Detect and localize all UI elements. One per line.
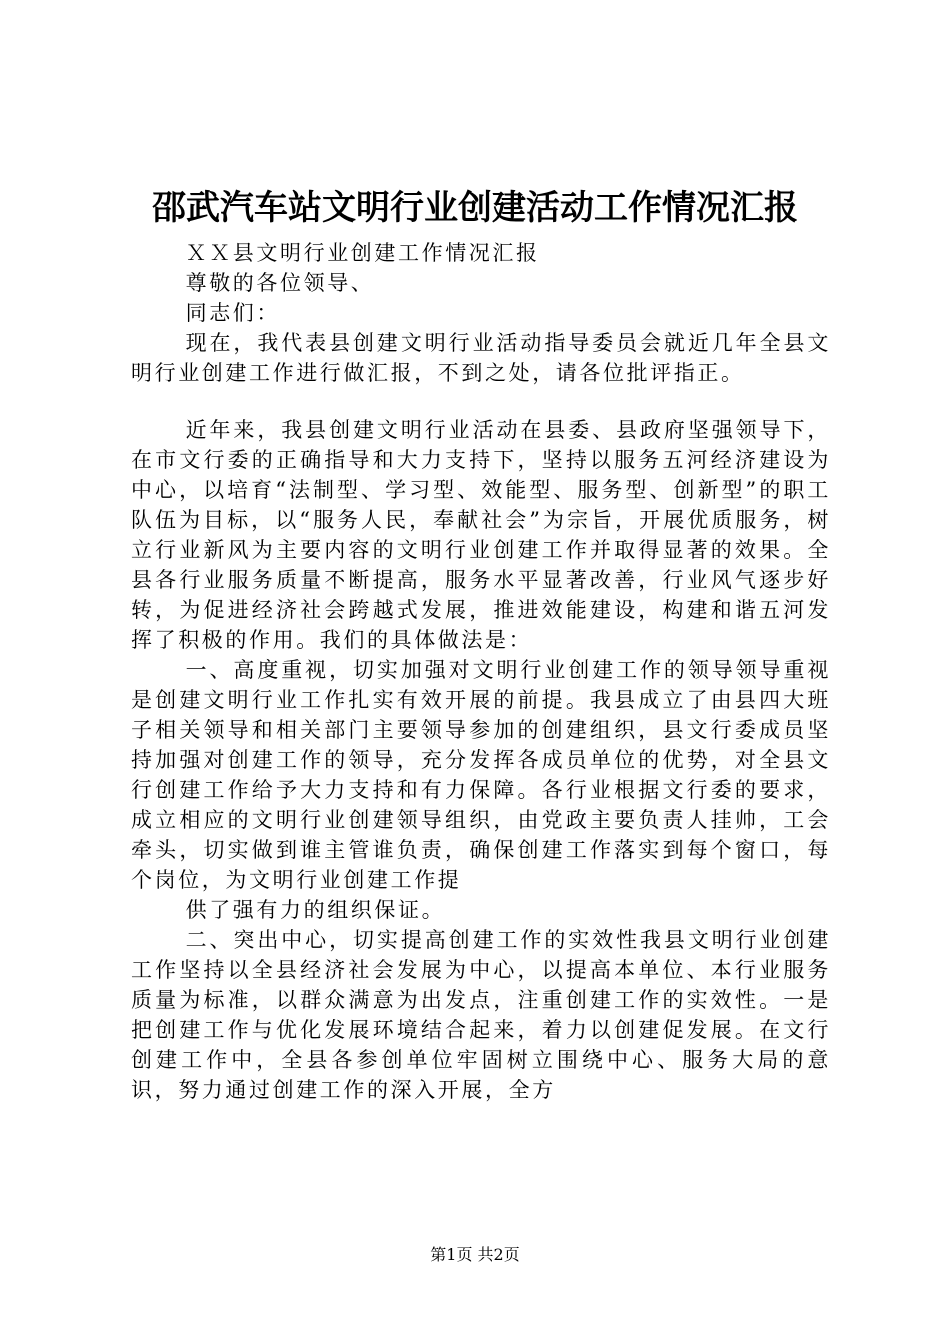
- paragraph-section-1-cont: 供了强有力的组织保证。: [185, 898, 446, 922]
- paragraph-salutation-2: 同志们：: [185, 301, 280, 325]
- paragraph-overview: 近年来，我县创建文明行业活动在县委、县政府坚强领导下，在市文行委的正确指导和大力支持下，坚持以服务五河经济建设为中心，以培育“法制型、学习型、效能型、服务型、创新型”的职工队伍为目标，以“服务人民，奉献社会”为宗旨，开展优质服务，树立行业新风为主要内容的文明行业创建工作并取得显著的效果。全县各行业服务质量不断提高，服务水平显著改善，行业风气逐步好转，为促进经济社会跨越式发展，推进效能建设，构建和谐五河发挥了积极的作用。我们的具体做法是：: [131, 418, 831, 652]
- paragraph-salutation: 尊敬的各位领导、: [185, 271, 375, 295]
- paragraph-subtitle: ＸＸ县文明行业创建工作情况汇报: [185, 241, 540, 265]
- paragraph-section-2: 二、突出中心，切实提高创建工作的实效性我县文明行业创建工作坚持以全县经济社会发展为中心，以提高本单位、本行业服务质量为标准，以群众满意为出发点，注重创建工作的实效性。一是把创建工作与优化发展环境结合起来，着力以创建促发展。在文行创建工作中，全县各参创单位牢固树立围绕中心、服务大局的意识，努力通过创建工作的深入开展，全方: [131, 928, 831, 1102]
- paragraph-intro: 现在，我代表县创建文明行业活动指导委员会就近几年全县文明行业创建工作进行做汇报，不到之处，请各位批评指正。: [131, 331, 831, 385]
- page-footer: 第1页 共2页: [430, 1245, 520, 1264]
- paragraph-section-1: 一、高度重视，切实加强对文明行业创建工作的领导领导重视是创建文明行业工作扎实有效开展的前提。我县成立了由县四大班子相关领导和相关部门主要领导参加的创建组织，县文行委成员坚持加强对创建工作的领导，充分发挥各成员单位的优势，对全县文行创建工作给予大力支持和有力保障。各行业根据文行委的要求，成立相应的文明行业创建领导组织，由党政主要负责人挂帅，工会牵头，切实做到谁主管谁负责，确保创建工作落实到每个窗口，每个岗位，为文明行业创建工作提: [131, 658, 831, 892]
- document-body: [131, 238, 831, 1105]
- document-title: 邵武汽车站文明行业创建活动工作情况汇报: [152, 188, 798, 228]
